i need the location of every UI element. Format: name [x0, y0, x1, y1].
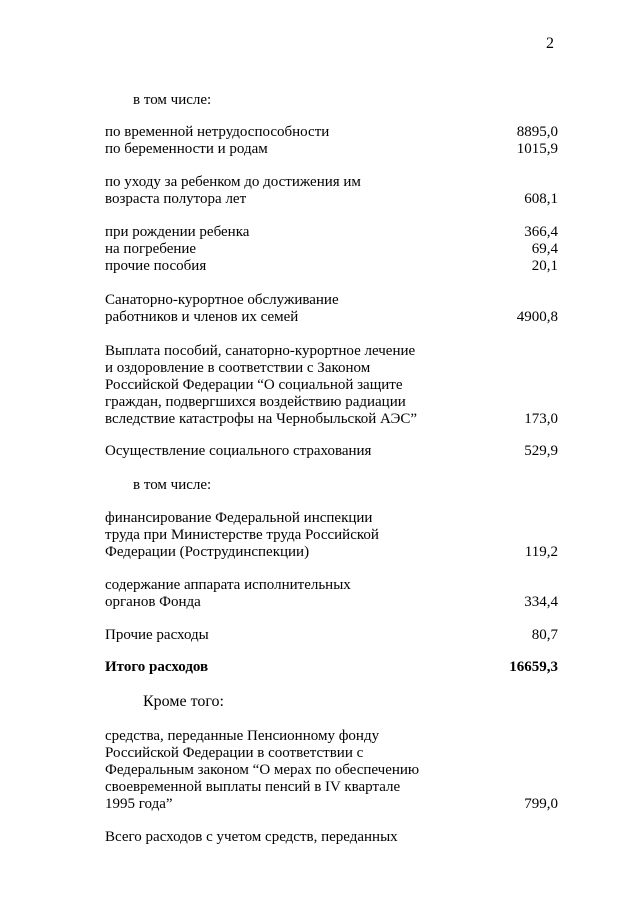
row-grand-total — [105, 829, 558, 846]
row-label: Итого расходов — [105, 659, 209, 675]
row-value: 366,4 — [524, 224, 558, 240]
row-label: финансирование Федеральной инспекции труда при Министерстве труда Российской Федерации (Рострудинспекции) — [105, 510, 379, 560]
row-child-birth — [105, 224, 558, 241]
row-value: 173,0 — [524, 411, 558, 427]
row-label: при рождении ребенка — [105, 224, 250, 240]
row-value: 80,7 — [531, 627, 558, 643]
row-total — [105, 659, 558, 676]
row-temp-disability — [105, 124, 558, 141]
row-value: 4900,8 — [516, 309, 558, 325]
row-apparatus — [105, 577, 558, 611]
row-value: 16659,3 — [509, 659, 558, 675]
row-chernobyl — [105, 343, 558, 428]
row-pregnancy — [105, 141, 558, 158]
row-value: 69,4 — [531, 241, 558, 257]
including-heading: в том числе: — [133, 92, 212, 108]
row-label: средства, переданные Пенсионному фонду Российской Федерации в соответствии с Федеральным законом “О мерах по обеспечению своевременной выплаты пенсий в IV квартале 1995 года” — [105, 728, 420, 812]
row-value: 799,0 — [524, 796, 558, 812]
row-value: 119,2 — [524, 544, 558, 560]
row-label: по беременности и родам — [105, 141, 268, 157]
row-inspection — [105, 510, 558, 561]
including-heading-2: в том числе: — [133, 477, 212, 493]
row-value: 1015,9 — [516, 141, 558, 157]
row-pension-fund — [105, 728, 558, 813]
row-label: прочие пособия — [105, 258, 207, 274]
row-label: по временной нетрудоспособности — [105, 124, 330, 140]
row-value: 20,1 — [531, 258, 558, 274]
row-label: на погребение — [105, 241, 197, 257]
row-label: Прочие расходы — [105, 627, 209, 643]
besides-heading: Кроме того: — [143, 693, 224, 710]
row-label: по уходу за ребенком до достижения им возраста полутора лет — [105, 174, 361, 207]
row-child-care — [105, 174, 558, 208]
row-label: Санаторно-курортное обслуживание работников и членов их семей — [105, 292, 339, 325]
row-value: 334,4 — [524, 594, 558, 610]
row-label: Осуществление социального страхования — [105, 443, 372, 459]
row-label: Выплата пособий, санаторно-курортное лечение и оздоровление в соответствии с Законом Российской Федерации “О социальной защите граждан, подвергшихся воздействию радиации вследствие катастрофы на Чернобыльской АЭС” — [105, 343, 418, 427]
row-label: Всего расходов с учетом средств, переданных — [105, 829, 398, 845]
page-number: 2 — [546, 35, 554, 52]
row-funeral — [105, 241, 558, 258]
row-other-benefits — [105, 258, 558, 275]
row-label: содержание аппарата исполнительных органов Фонда — [105, 577, 351, 610]
row-value: 608,1 — [524, 191, 558, 207]
row-other-expenses — [105, 627, 558, 644]
row-value: 8895,0 — [516, 124, 558, 140]
row-social-insurance — [105, 443, 558, 460]
row-value: 529,9 — [524, 443, 558, 459]
row-sanatorium — [105, 292, 558, 326]
